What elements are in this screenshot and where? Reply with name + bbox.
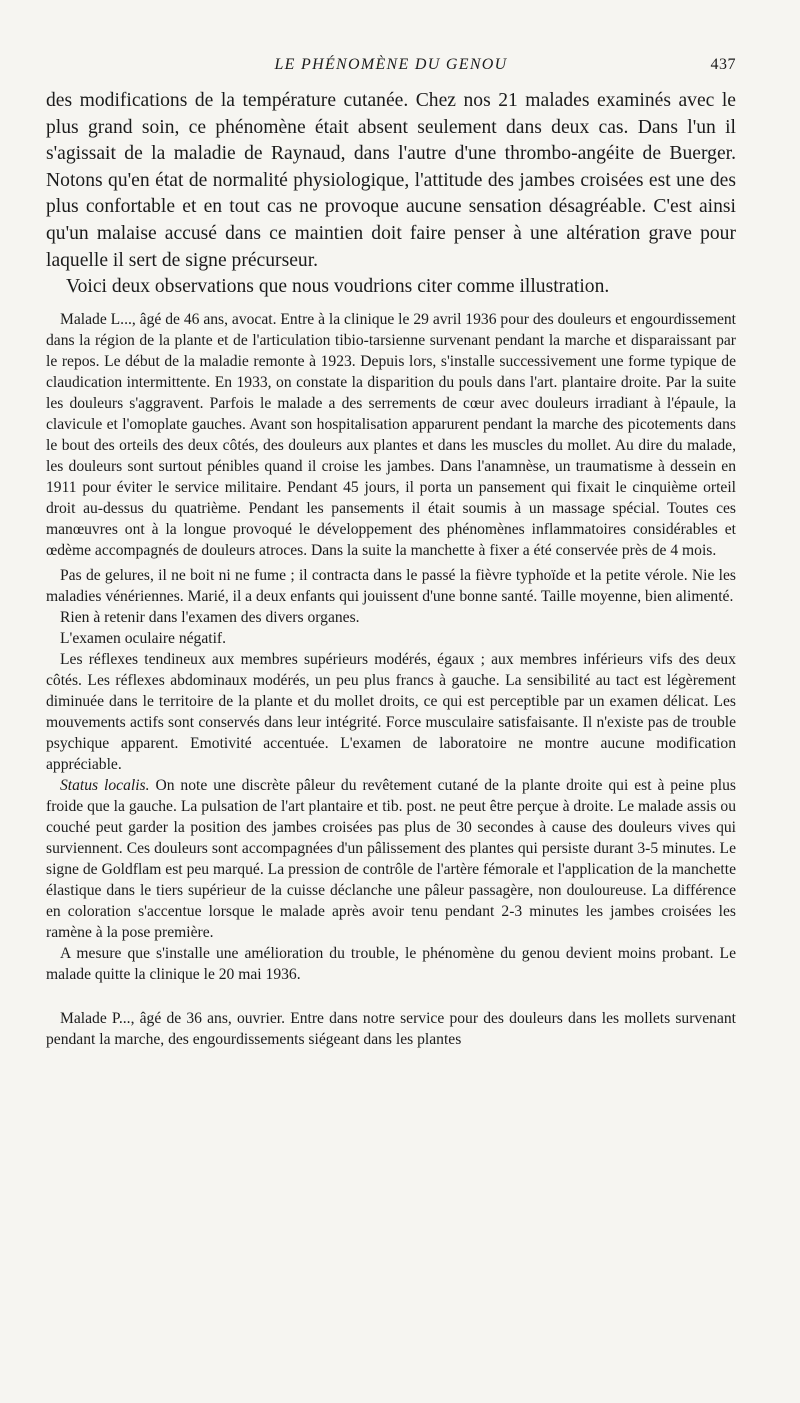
case-1-reflexes: Les réflexes tendineux aux membres supérieurs modérés, égaux ; aux membres inférieurs vifs des deux côtés. Les réflexes abdominaux modérés, un peu plus francs à gauche. La sensibilité au tact est légèrement diminuée dans le territoire de la plante et du mollet droits, ce qui est perceptible par un examen délicat. Les mouvements actifs sont conservés dans leur intégrité. Force musculaire satisfaisante. Il n'existe pas de trouble psychique apparent. Emotivité accentuée. L'examen de laboratoire ne montre aucune modification appréciable. (46, 650, 736, 773)
main-text (46, 88, 736, 301)
case-observation-2 (46, 1008, 736, 1050)
case-observation-1 (46, 309, 736, 985)
case-1-organs: Rien à retenir dans l'examen des divers organes. (60, 608, 360, 626)
case-1-history: Malade L..., âgé de 46 ans, avocat. Entre à la clinique le 29 avril 1936 pour des douleurs et engourdissement dans la région de la plante et de l'articulation tibio-tarsienne survenant pendant la marche et disparaissant par le repos. Le début de la maladie remonte à 1923. Depuis lors, s'installe successivement une forme typique de claudication intermittente. En 1933, on constate la disparition du pouls dans l'art. plantaire droite. Par la suite les douleurs s'aggravent. Parfois le malade a des serrements de cœur avec douleurs irradiant à l'épaule, la clavicule et l'omoplate gauches. Avant son hospitalisation apparurent pendant la marche des picotements dans le bout des orteils des deux côtés, des douleurs aux plantes et dans les muscles du mollet. Au dire du malade, les douleurs sont surtout pénibles quand il croise les jambes. Dans l'anamnèse, un traumatisme à dessein en 1911 pour éviter le service militaire. Pendant 45 jours, il porta un pansement qui fixait le cinquième orteil droit au-dessus du quatrième. Pendant les pansements il était soumis à un massage spécial. Toutes ces manœuvres ont à la longue provoqué le développement des phénomènes inflammatoires considérables et œdème accompagnés de douleurs atroces. Dans la suite la manchette à fixer a été conservée près de 4 mois. (46, 310, 736, 559)
status-localis-text: On note une discrète pâleur du revêtement cutané de la plante droite qui est à peine plus froide que la gauche. La pulsation de l'art plantaire et tib. post. ne peut être perçue à droite. Le malade assis ou couché peut garder la position des jambes croisées pas plus de 30 secondes à cause des douleurs vives qui surviennent. Ces douleurs sont accompagnées d'un pâlissement des plantes qui persiste durant 3-5 minutes. Le signe de Goldflam est peu marqué. La pression de contrôle de l'artère fémorale et l'application de la manchette élastique dans le tiers supérieur de la cuisse déclanche une pâleur passagère, non douloureuse. La différence en coloration s'accentue lorsque le malade après avoir tenu pendant 2-3 minutes les jambes croisées les ramène à la pose première. (46, 776, 736, 941)
book-page (0, 50, 800, 1403)
case-1-eye-exam: L'examen oculaire négatif. (60, 629, 227, 647)
case-1-status-localis (46, 775, 736, 943)
intro-paragraph: des modifications de la température cutanée. Chez nos 21 malades examinés avec le plus grand soin, ce phénomène était absent seulement dans deux cas. Dans l'un il s'agissait de la maladie de Raynaud, dans l'autre d'une thrombo-angéite de Buerger. Notons qu'en état de normalité physiologique, l'attitude des jambes croisées est une des plus confortable et en tout cas ne provoque aucune sensation désagréable. C'est ainsi qu'un malaise accusé dans ce maintien doit faire penser à une altération grave pour laquelle il sert de signe précurseur. (46, 90, 736, 271)
page-header (46, 50, 736, 88)
running-head: LE PHÉNOMÈNE DU GENOU (274, 56, 508, 73)
intro-transition-paragraph: Voici deux observations que nous voudrions citer comme illustration. (66, 276, 610, 298)
page-number: 437 (710, 56, 736, 73)
case-1-antecedents: Pas de gelures, il ne boit ni ne fume ; il contracta dans le passé la fièvre typhoïde et la petite vérole. Nie les maladies vénériennes. Marié, il a deux enfants qui jouissent d'une bonne santé. Taille moyenne, bien alimenté. (46, 566, 736, 605)
case-1-outcome: A mesure que s'installe une amélioration du trouble, le phénomène du genou devient moins probant. Le malade quitte la clinique le 20 mai 1936. (46, 944, 736, 983)
case-2-history: Malade P..., âgé de 36 ans, ouvrier. Entre dans notre service pour des douleurs dans les mollets survenant pendant la marche, des engourdissements siégeant dans les plantes (46, 1009, 736, 1048)
status-localis-label: Status localis. (60, 776, 150, 794)
